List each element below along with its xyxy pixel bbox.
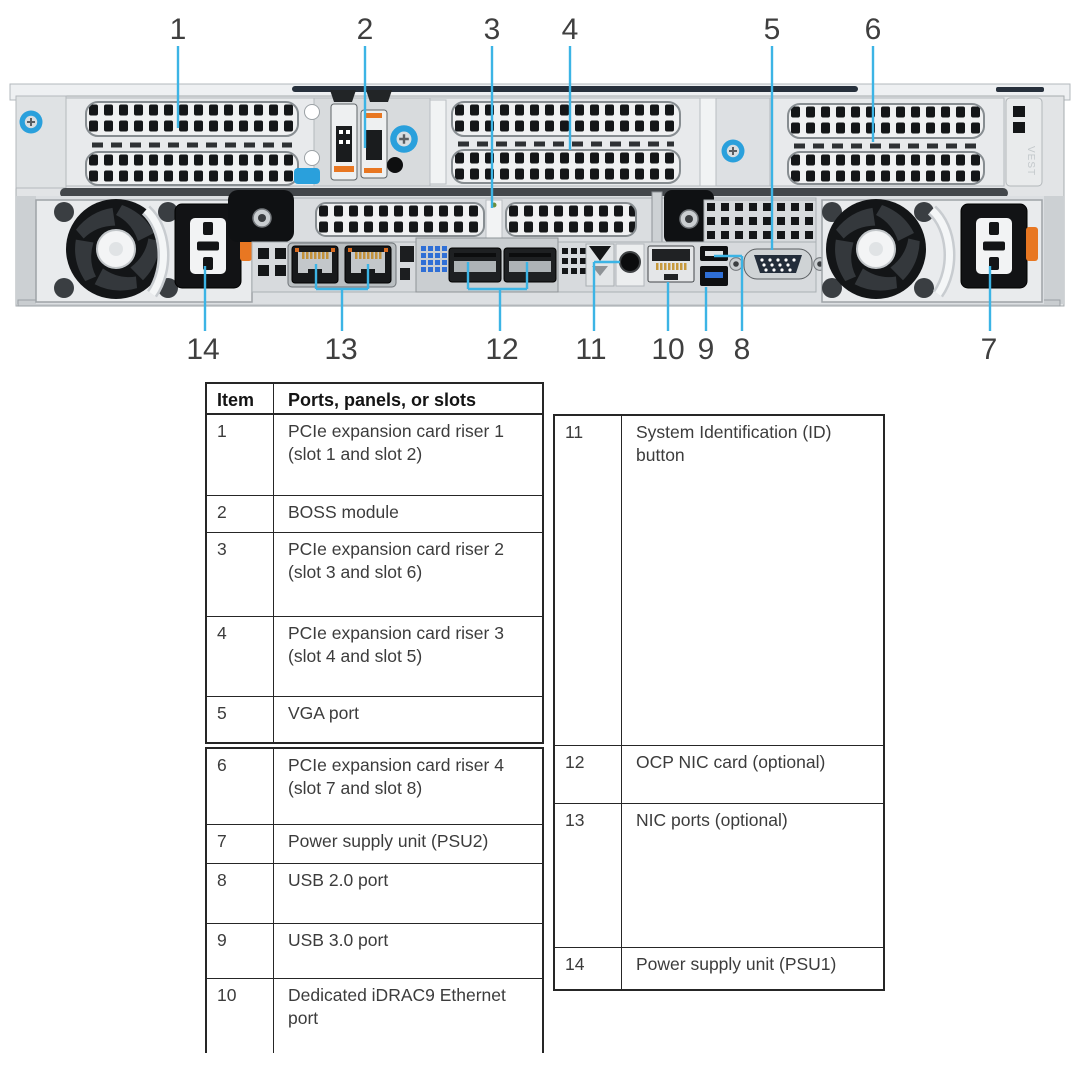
header-ports: Ports, panels, or slots	[288, 390, 477, 410]
cell-item: 4	[207, 617, 274, 696]
cma-bracket-left	[228, 190, 294, 242]
idrac-ethernet-port	[648, 246, 694, 282]
thumbscrew-left-icon	[20, 111, 43, 134]
cell-desc: VGA port	[288, 703, 360, 723]
cell-item: 14	[555, 948, 622, 989]
table-header-row	[207, 384, 542, 415]
thumbscrew-center-icon	[722, 140, 745, 163]
callout-number-14: 14	[186, 333, 220, 366]
callout-number-2: 2	[356, 13, 374, 46]
table-row	[207, 749, 542, 825]
table-row	[555, 948, 883, 989]
callout-number-12: 12	[485, 333, 519, 366]
callout-number-1: 1	[169, 13, 187, 46]
boss-module	[294, 90, 430, 186]
table-row	[207, 864, 542, 924]
cell-desc: Power supply unit (PSU1)	[636, 954, 837, 974]
cell-item: 5	[207, 697, 274, 742]
table-row	[555, 804, 883, 948]
pcie-riser1-slots	[66, 98, 314, 186]
table-row	[207, 496, 542, 533]
ocp-nic-card	[416, 238, 558, 292]
right-latch-tab	[1006, 98, 1042, 186]
vent-cluster-mid	[562, 248, 586, 274]
callout-number-6: 6	[864, 13, 882, 46]
cell-desc: System Identification (ID) button	[636, 422, 832, 465]
table-row	[207, 617, 542, 697]
usb3-port	[700, 266, 728, 286]
cell-desc: USB 3.0 port	[288, 930, 389, 950]
cell-desc: NIC ports (optional)	[636, 810, 788, 830]
table-row	[207, 825, 542, 864]
table-row	[555, 746, 883, 804]
center-divider-bracket	[700, 98, 770, 186]
cell-desc: Power supply unit (PSU2)	[288, 831, 489, 851]
cell-item: 2	[207, 496, 274, 532]
left-mounting-ear	[16, 96, 66, 188]
table-row	[207, 415, 542, 496]
cell-desc: USB 2.0 port	[288, 870, 389, 890]
header-item: Item	[207, 384, 274, 413]
usb2-port	[700, 246, 728, 261]
callout-number-7: 7	[980, 333, 998, 366]
chassis-left-edge	[16, 196, 36, 304]
table-row	[207, 924, 542, 979]
callout-number-8: 8	[733, 333, 751, 366]
blue-release-tab	[294, 168, 320, 184]
cell-desc: PCIe expansion card riser 2 (slot 3 and slot 6)	[288, 539, 504, 582]
cell-desc: PCIe expansion card riser 4 (slot 7 and slot 8)	[288, 755, 504, 798]
callout-number-9: 9	[697, 333, 715, 366]
chassis-right-edge	[1044, 196, 1064, 304]
pcie-riser3-slots	[430, 98, 700, 186]
server-rear-view-figure	[0, 0, 1080, 374]
boss-release-hole	[387, 157, 403, 173]
cell-desc: Dedicated iDRAC9 Ethernet port	[288, 985, 506, 1028]
psu2	[819, 199, 1042, 307]
ports-table-left-part1	[205, 382, 544, 744]
callout-number-4: 4	[561, 13, 579, 46]
embossed-chassis-label: VEST	[1025, 146, 1036, 177]
cell-item: 6	[207, 749, 274, 824]
cell-desc: PCIe expansion card riser 1 (slot 1 and slot 2)	[288, 421, 504, 464]
cell-item: 8	[207, 864, 274, 923]
cell-desc: BOSS module	[288, 502, 399, 522]
cell-item: 13	[555, 804, 622, 947]
cell-desc: PCIe expansion card riser 3 (slot 4 and slot 5)	[288, 623, 504, 666]
thumbscrew-boss-icon	[390, 125, 418, 153]
table-row	[207, 533, 542, 617]
table-row	[207, 979, 542, 1053]
callout-number-5: 5	[763, 13, 781, 46]
table-row	[207, 697, 542, 742]
nic-ports	[288, 243, 396, 287]
callout-number-11: 11	[575, 333, 607, 366]
ports-table-left-part2	[205, 747, 544, 1053]
system-id-button	[616, 244, 644, 286]
psu2-release-latch	[1026, 227, 1038, 261]
rear-io-strip	[252, 238, 826, 292]
cell-item: 7	[207, 825, 274, 863]
table-row	[555, 416, 883, 746]
cell-desc: OCP NIC card (optional)	[636, 752, 826, 772]
cell-item: 10	[207, 979, 274, 1053]
psu1	[36, 199, 252, 307]
arrow-bracket	[586, 244, 614, 286]
cell-item: 3	[207, 533, 274, 616]
boss-drive-carrier-1	[331, 104, 357, 180]
cell-item: 1	[207, 415, 274, 495]
cell-item: 12	[555, 746, 622, 803]
cell-item: 9	[207, 924, 274, 978]
callout-number-3: 3	[483, 13, 501, 46]
callout-number-13: 13	[324, 333, 358, 366]
ports-table-right	[553, 414, 885, 991]
callout-number-10: 10	[651, 333, 685, 366]
ocp-port-2	[504, 248, 556, 282]
psu2-power-inlet	[961, 204, 1027, 288]
cell-item: 11	[555, 416, 622, 745]
rear-vent-grid	[704, 200, 816, 242]
ocp-port-1	[449, 248, 501, 282]
pcie-riser4-slots	[770, 98, 1004, 186]
